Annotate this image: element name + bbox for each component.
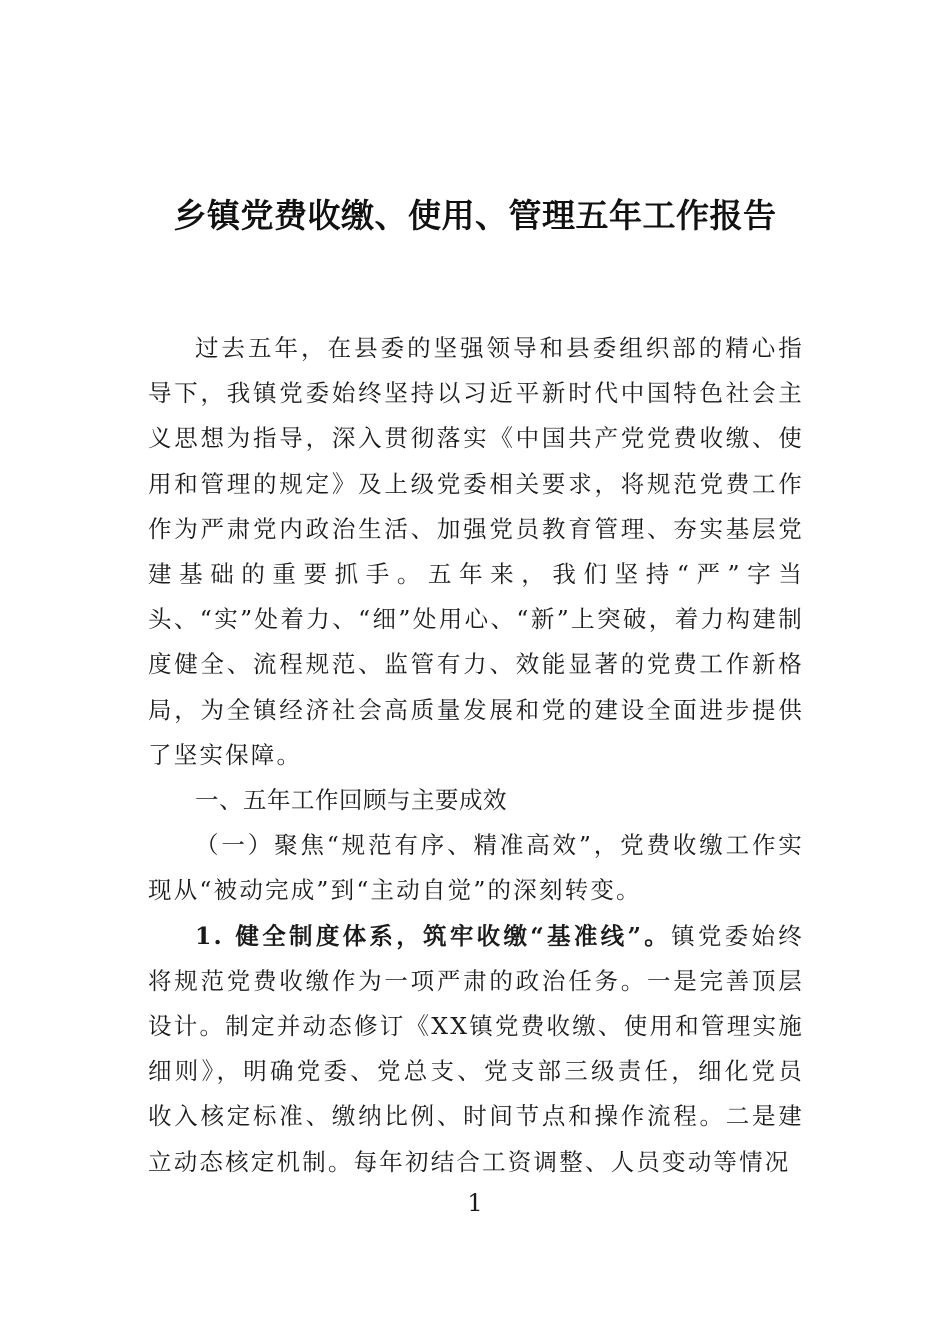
section-heading-1: 一、五年工作回顾与主要成效 bbox=[195, 786, 507, 815]
document-body bbox=[148, 326, 804, 1185]
item-1-paragraph bbox=[148, 914, 804, 1185]
item-1-lead: 1. 健全制度体系，筑牢收缴“基准线”。 bbox=[195, 921, 672, 950]
subsection-heading-1-1: （一）聚焦“规范有序、精准高效”，党费收缴工作实现从“被动完成”到“主动自觉”的深刻转变。 bbox=[148, 831, 804, 905]
document-title: 乡镇党费收缴、使用、管理五年工作报告 bbox=[173, 196, 777, 235]
intro-paragraph: 过去五年，在县委的坚强领导和县委组织部的精心指导下，我镇党委始终坚持以习近平新时代中国特色社会主义思想为指导，深入贯彻落实《中国共产党党费收缴、使用和管理的规定》及上级党委相关要求，将规范党费工作作为严肃党内政治生活、加强党员教育管理、夯实基层党建基础的重要抓手。五年来，我们坚持“严”字当头、“实”处着力、“细”处用心、“新”上突破，着力构建制度健全、流程规范、监管有力、效能显著的党费工作新格局，为全镇经济社会高质量发展和党的建设全面进步提供了坚实保障。 bbox=[148, 334, 804, 769]
item-1-text: 镇党委始终将规范党费收缴作为一项严肃的政治任务。一是完善顶层设计。制定并动态修订《XX镇党费收缴、使用和管理实施细则》，明确党委、党总支、党支部三级责任，细化党员收入核定标准、缴纳比例、时间节点和操作流程。二是建立动态核定机制。每年初结合工资调整、人员变动等情况 bbox=[148, 921, 805, 1176]
page-number: 1 bbox=[467, 1189, 483, 1217]
